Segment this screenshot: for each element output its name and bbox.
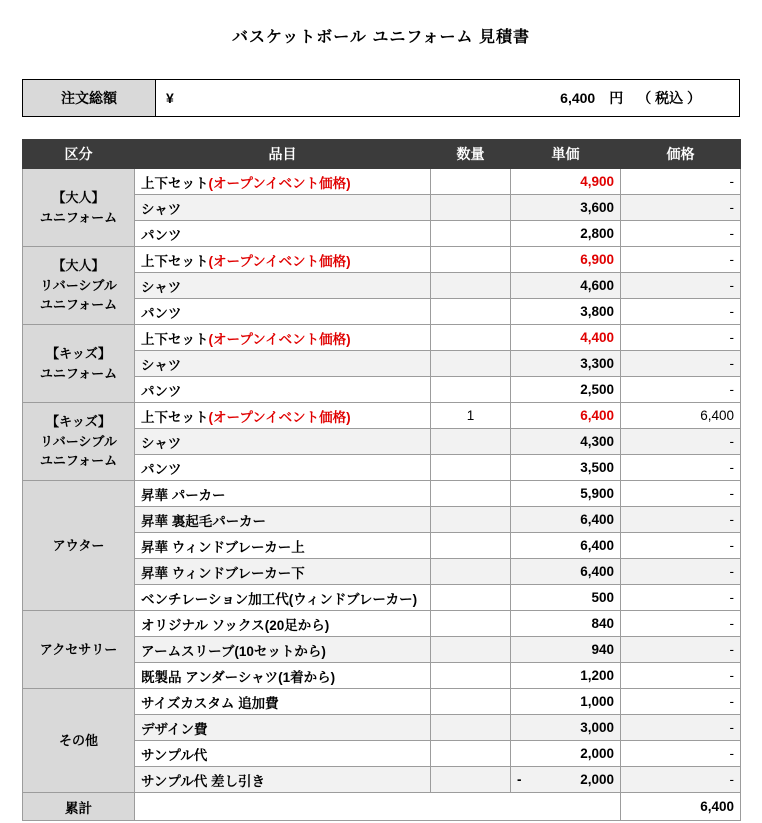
item-label: 昇華 ウィンドブレーカー上 bbox=[141, 539, 305, 555]
price-cell: - bbox=[621, 169, 741, 195]
unit-price-cell: 840 bbox=[511, 611, 621, 637]
price-cell: - bbox=[621, 221, 741, 247]
currency-symbol: ¥ bbox=[166, 90, 174, 106]
item-label: サイズカスタム 追加費 bbox=[141, 695, 279, 711]
quantity-cell[interactable] bbox=[431, 637, 511, 663]
column-header-qty: 数量 bbox=[431, 140, 511, 169]
table-row bbox=[23, 325, 741, 351]
price-cell: - bbox=[621, 741, 741, 767]
unit-price-cell: 3,800 bbox=[511, 299, 621, 325]
table-header-row bbox=[23, 140, 741, 169]
item-name-cell bbox=[135, 403, 431, 429]
price-cell: - bbox=[621, 715, 741, 741]
price-cell: - bbox=[621, 377, 741, 403]
unit-price-cell: 6,400 bbox=[511, 533, 621, 559]
total-order-row bbox=[23, 80, 740, 117]
item-label: サンプル代 差し引き bbox=[141, 773, 266, 789]
total-order-tax-note: （ 税込 ） bbox=[637, 90, 701, 106]
unit-price-cell: 6,400 bbox=[511, 403, 621, 429]
quantity-cell[interactable] bbox=[431, 715, 511, 741]
quantity-cell[interactable] bbox=[431, 611, 511, 637]
item-name-cell bbox=[135, 429, 431, 455]
table-row bbox=[23, 403, 741, 429]
price-cell: - bbox=[621, 481, 741, 507]
item-name-cell bbox=[135, 637, 431, 663]
grand-total-row bbox=[23, 793, 741, 821]
item-label: シャツ bbox=[141, 435, 182, 451]
unit-price-cell: 3,500 bbox=[511, 455, 621, 481]
quantity-cell[interactable] bbox=[431, 195, 511, 221]
category-cell: その他 bbox=[23, 689, 135, 793]
item-label: パンツ bbox=[141, 227, 182, 243]
item-name-cell bbox=[135, 221, 431, 247]
price-cell: - bbox=[621, 559, 741, 585]
unit-price-cell: 3,600 bbox=[511, 195, 621, 221]
item-name-cell bbox=[135, 169, 431, 195]
unit-price-cell: 3,000 bbox=[511, 715, 621, 741]
price-cell: - bbox=[621, 429, 741, 455]
unit-price-cell bbox=[511, 767, 621, 793]
item-label: デザイン費 bbox=[141, 721, 208, 737]
item-label: 昇華 ウィンドブレーカー下 bbox=[141, 565, 305, 581]
quantity-cell[interactable] bbox=[431, 273, 511, 299]
item-name-cell bbox=[135, 585, 431, 611]
quantity-cell[interactable] bbox=[431, 429, 511, 455]
quantity-cell[interactable] bbox=[431, 663, 511, 689]
item-name-cell bbox=[135, 767, 431, 793]
price-cell: - bbox=[621, 611, 741, 637]
event-price-tag: (オープンイベント価格) bbox=[208, 331, 351, 347]
column-header-unit-price: 単価 bbox=[511, 140, 621, 169]
price-cell: - bbox=[621, 325, 741, 351]
price-cell: - bbox=[621, 273, 741, 299]
item-label: サンプル代 bbox=[141, 747, 208, 763]
table-row bbox=[23, 169, 741, 195]
category-cell: 【キッズ】 ユニフォーム bbox=[23, 325, 135, 403]
unit-price-cell: 4,300 bbox=[511, 429, 621, 455]
unit-price-value: 2,000 bbox=[580, 772, 614, 787]
quantity-cell[interactable] bbox=[431, 741, 511, 767]
price-cell: - bbox=[621, 299, 741, 325]
quantity-cell[interactable] bbox=[431, 507, 511, 533]
minus-sign: - bbox=[517, 772, 522, 787]
event-price-tag: (オープンイベント価格) bbox=[208, 409, 351, 425]
grand-total-value: 6,400 bbox=[621, 793, 741, 821]
item-label: 昇華 パーカー bbox=[141, 487, 226, 503]
unit-price-cell: 6,400 bbox=[511, 559, 621, 585]
quantity-cell[interactable] bbox=[431, 559, 511, 585]
quantity-cell[interactable] bbox=[431, 455, 511, 481]
price-cell: - bbox=[621, 637, 741, 663]
column-header-item: 品目 bbox=[135, 140, 431, 169]
unit-price-cell: 5,900 bbox=[511, 481, 621, 507]
quantity-cell[interactable] bbox=[431, 689, 511, 715]
item-label: パンツ bbox=[141, 305, 182, 321]
price-cell: - bbox=[621, 689, 741, 715]
item-name-cell bbox=[135, 741, 431, 767]
price-cell: 6,400 bbox=[621, 403, 741, 429]
unit-price-cell: 4,900 bbox=[511, 169, 621, 195]
item-name-cell bbox=[135, 663, 431, 689]
category-cell: 【大人】 リバーシブル ユニフォーム bbox=[23, 247, 135, 325]
page-title: バスケットボール ユニフォーム 見積書 bbox=[232, 29, 530, 46]
table-row bbox=[23, 481, 741, 507]
total-order-label: 注文総額 bbox=[23, 80, 156, 117]
quantity-cell[interactable] bbox=[431, 585, 511, 611]
item-name-cell bbox=[135, 533, 431, 559]
category-cell: アクセサリー bbox=[23, 611, 135, 689]
item-label: シャツ bbox=[141, 357, 182, 373]
quantity-cell[interactable] bbox=[431, 351, 511, 377]
item-label: シャツ bbox=[141, 279, 182, 295]
price-cell: - bbox=[621, 767, 741, 793]
item-label: 上下セット bbox=[141, 175, 209, 191]
category-cell: 【キッズ】 リバーシブル ユニフォーム bbox=[23, 403, 135, 481]
item-name-cell bbox=[135, 351, 431, 377]
category-cell: 【大人】 ユニフォーム bbox=[23, 169, 135, 247]
item-name-cell bbox=[135, 611, 431, 637]
item-label: アームスリーブ(10セットから) bbox=[141, 643, 326, 659]
item-name-cell bbox=[135, 715, 431, 741]
total-order-value-cell bbox=[156, 80, 740, 117]
price-cell: - bbox=[621, 533, 741, 559]
unit-price-cell: 940 bbox=[511, 637, 621, 663]
table-row bbox=[23, 247, 741, 273]
quantity-cell[interactable] bbox=[431, 481, 511, 507]
item-label: 上下セット bbox=[141, 331, 209, 347]
quantity-cell[interactable] bbox=[431, 169, 511, 195]
items-table-body bbox=[23, 169, 741, 793]
table-row bbox=[23, 689, 741, 715]
unit-price-cell: 6,900 bbox=[511, 247, 621, 273]
total-order-section bbox=[22, 79, 740, 117]
unit-price-cell: 1,200 bbox=[511, 663, 621, 689]
quantity-cell[interactable] bbox=[431, 767, 511, 793]
unit-price-cell: 6,400 bbox=[511, 507, 621, 533]
unit-price-cell: 2,000 bbox=[511, 741, 621, 767]
category-cell: アウター bbox=[23, 481, 135, 611]
item-label: オリジナル ソックス(20足から) bbox=[141, 617, 330, 633]
unit-price-cell: 500 bbox=[511, 585, 621, 611]
item-label: 既製品 アンダーシャツ(1着から) bbox=[141, 669, 336, 685]
price-cell: - bbox=[621, 585, 741, 611]
item-label: シャツ bbox=[141, 201, 182, 217]
item-label: パンツ bbox=[141, 461, 182, 477]
quantity-cell[interactable] bbox=[431, 221, 511, 247]
grand-total-spacer bbox=[135, 793, 621, 821]
items-section bbox=[22, 139, 740, 821]
quantity-cell[interactable] bbox=[431, 377, 511, 403]
price-cell: - bbox=[621, 507, 741, 533]
column-header-category: 区分 bbox=[23, 140, 135, 169]
price-cell: - bbox=[621, 663, 741, 689]
item-name-cell bbox=[135, 481, 431, 507]
item-name-cell bbox=[135, 195, 431, 221]
quantity-cell[interactable] bbox=[431, 247, 511, 273]
quantity-cell[interactable] bbox=[431, 299, 511, 325]
item-label: 上下セット bbox=[141, 409, 209, 425]
unit-price-cell: 1,000 bbox=[511, 689, 621, 715]
unit-price-cell: 2,500 bbox=[511, 377, 621, 403]
item-name-cell bbox=[135, 507, 431, 533]
price-cell: - bbox=[621, 455, 741, 481]
item-label: ベンチレーション加工代(ウィンドブレーカー) bbox=[141, 591, 418, 607]
item-name-cell bbox=[135, 559, 431, 585]
table-row bbox=[23, 611, 741, 637]
grand-total-label: 累計 bbox=[23, 793, 135, 821]
item-name-cell bbox=[135, 325, 431, 351]
item-name-cell bbox=[135, 689, 431, 715]
item-label: 上下セット bbox=[141, 253, 209, 269]
item-name-cell bbox=[135, 247, 431, 273]
total-order-unit: 円 bbox=[609, 90, 624, 106]
price-cell: - bbox=[621, 351, 741, 377]
price-cell: - bbox=[621, 247, 741, 273]
quantity-cell[interactable] bbox=[431, 325, 511, 351]
unit-price-cell: 2,800 bbox=[511, 221, 621, 247]
event-price-tag: (オープンイベント価格) bbox=[208, 253, 351, 269]
unit-price-cell: 4,400 bbox=[511, 325, 621, 351]
total-order-amount: 6,400 bbox=[560, 90, 596, 106]
quantity-cell[interactable]: 1 bbox=[431, 403, 511, 429]
item-name-cell bbox=[135, 299, 431, 325]
unit-price-cell: 3,300 bbox=[511, 351, 621, 377]
price-cell: - bbox=[621, 195, 741, 221]
item-name-cell bbox=[135, 455, 431, 481]
unit-price-cell: 4,600 bbox=[511, 273, 621, 299]
item-label: パンツ bbox=[141, 383, 182, 399]
event-price-tag: (オープンイベント価格) bbox=[208, 175, 351, 191]
item-name-cell bbox=[135, 377, 431, 403]
total-order-table bbox=[22, 79, 740, 117]
items-table bbox=[22, 139, 741, 821]
quantity-cell[interactable] bbox=[431, 533, 511, 559]
item-name-cell bbox=[135, 273, 431, 299]
column-header-price: 価格 bbox=[621, 140, 741, 169]
item-label: 昇華 裏起毛パーカー bbox=[141, 513, 266, 529]
